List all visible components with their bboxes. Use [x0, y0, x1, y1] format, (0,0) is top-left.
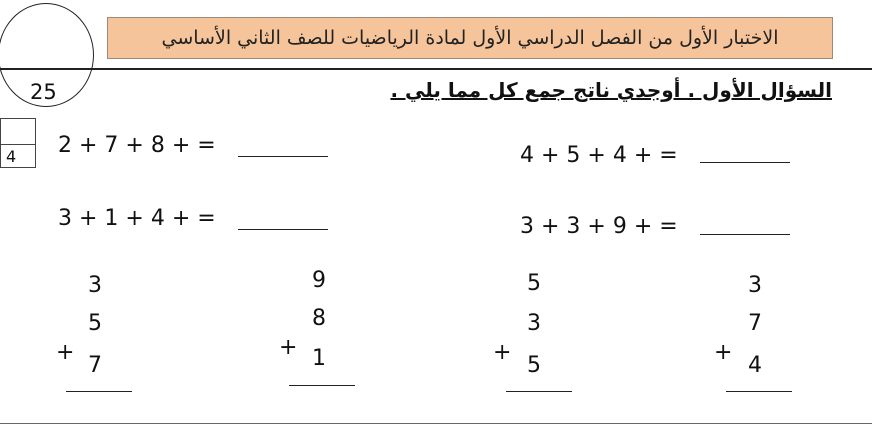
exam-title: [107, 17, 833, 59]
vertical-3-addend-3: 5: [527, 353, 541, 378]
vertical-4-addend-3: 4: [748, 353, 762, 378]
vertical-2-addend-2: 8: [312, 306, 326, 331]
horizontal-problem-4: 3 + 3 + 9 + =: [520, 214, 678, 239]
horizontal-problem-3: 4 + 5 + 4 + =: [520, 143, 678, 168]
vertical-4-addend-1: 3: [748, 273, 762, 298]
vertical-1-answer-line[interactable]: [66, 391, 132, 392]
question-score: 4: [6, 147, 17, 166]
vertical-2-addend-3: 1: [312, 346, 326, 371]
exam-title-text: الاختبار الأول من الفصل الدراسي الأول لمادة الرياضيات للصف الثاني الأساسي: [161, 27, 779, 49]
vertical-1-addend-3: 7: [88, 353, 102, 378]
vertical-1-addend-1: 3: [88, 273, 102, 298]
vertical-3-addend-1: 5: [527, 271, 541, 296]
answer-blank-2[interactable]: [238, 229, 328, 230]
vertical-2-answer-line[interactable]: [289, 385, 355, 386]
horizontal-problem-2: 3 + 1 + 4 + =: [58, 206, 216, 231]
question-heading: السؤال الأول . أوجدي ناتج جمع كل مما يلي .: [390, 78, 832, 102]
answer-blank-1[interactable]: [238, 156, 328, 157]
vertical-3-plus-sign: +: [493, 340, 512, 365]
header-divider: [0, 68, 872, 70]
answer-blank-4[interactable]: [700, 234, 790, 235]
answer-blank-3[interactable]: [700, 162, 790, 163]
vertical-1-addend-2: 5: [88, 311, 102, 336]
vertical-4-plus-sign: +: [714, 340, 733, 365]
vertical-3-answer-line[interactable]: [506, 391, 572, 392]
vertical-2-plus-sign: +: [279, 335, 298, 360]
vertical-4-addend-2: 7: [748, 311, 762, 336]
question-score-box-divider: [0, 144, 36, 145]
vertical-3-addend-2: 3: [527, 311, 541, 336]
footer-divider: [0, 423, 872, 424]
vertical-1-plus-sign: +: [56, 340, 75, 365]
vertical-4-answer-line[interactable]: [726, 391, 792, 392]
horizontal-problem-1: 2 + 7 + 8 + =: [58, 133, 216, 158]
total-score: 25: [30, 80, 57, 104]
vertical-2-addend-1: 9: [312, 268, 326, 293]
